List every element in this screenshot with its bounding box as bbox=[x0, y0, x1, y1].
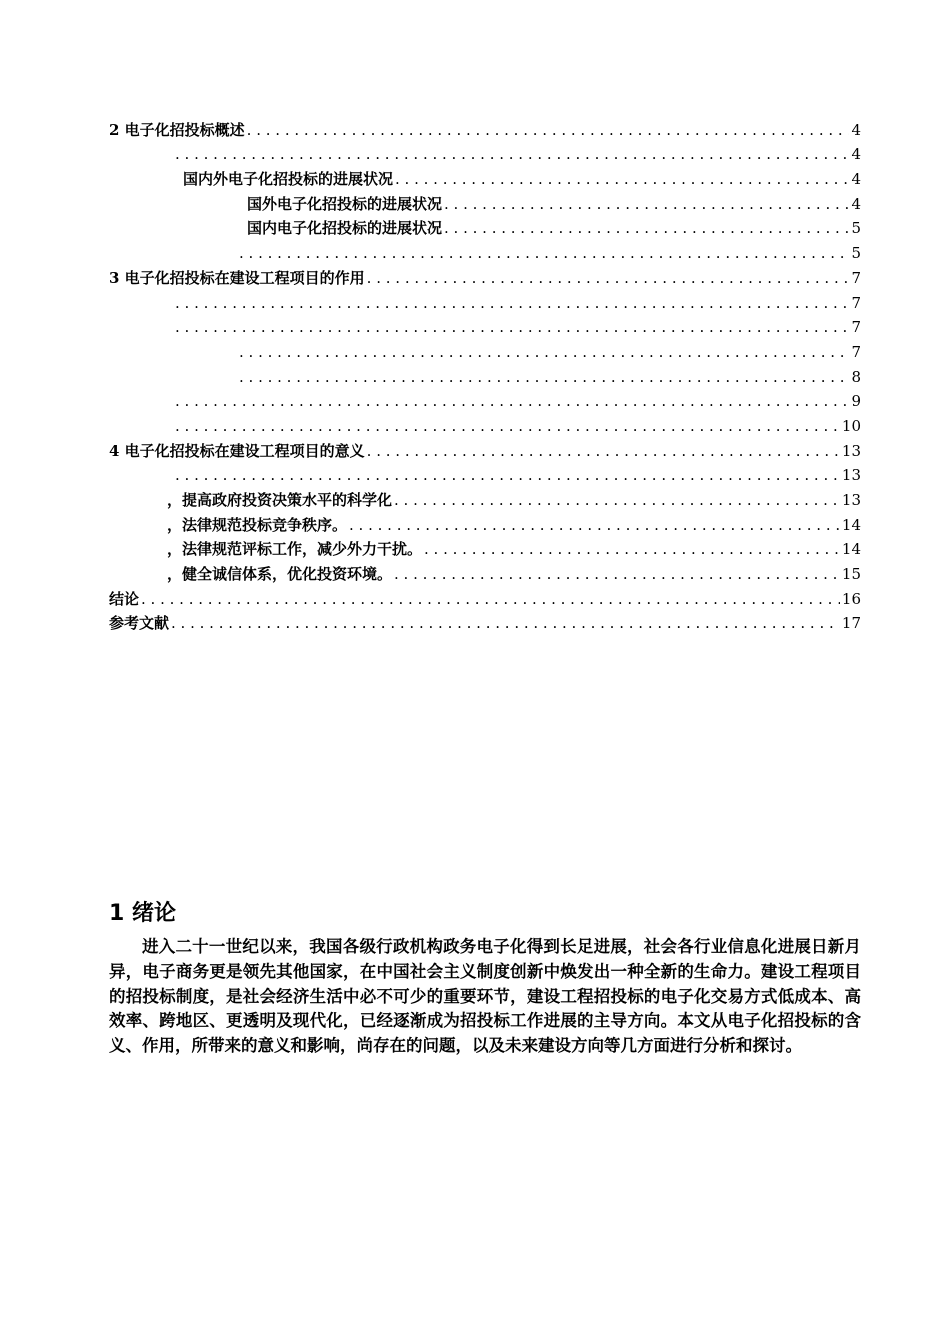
toc-label: ，健全诚信体系，优化投资环境。 bbox=[167, 565, 393, 584]
toc-page-number: 10 bbox=[841, 416, 861, 435]
toc-label: 参考文献 bbox=[109, 614, 170, 633]
toc-leader bbox=[175, 466, 840, 484]
toc-page-number: 8 bbox=[851, 367, 861, 386]
toc-entry[interactable] bbox=[109, 558, 861, 583]
toc-page-number: 16 bbox=[841, 589, 861, 608]
toc-entry[interactable] bbox=[109, 509, 861, 534]
toc-label: ，法律规范评标工作，减少外力干扰。 bbox=[167, 540, 423, 559]
toc-label: ，提高政府投资决策水平的科学化 bbox=[167, 491, 393, 509]
toc-entry[interactable] bbox=[109, 213, 861, 238]
toc-leader bbox=[349, 516, 840, 534]
toc-entry[interactable] bbox=[109, 410, 861, 435]
toc-entry[interactable] bbox=[109, 608, 861, 633]
toc-page-number: 7 bbox=[851, 318, 861, 337]
toc-entry[interactable] bbox=[109, 262, 861, 287]
toc-leader bbox=[175, 145, 849, 163]
toc-entry[interactable] bbox=[109, 336, 861, 361]
toc-entry[interactable] bbox=[109, 435, 861, 460]
toc-entry[interactable] bbox=[109, 583, 861, 608]
toc-leader bbox=[367, 269, 849, 287]
toc-page-number: 5 bbox=[851, 219, 861, 238]
toc-entry[interactable] bbox=[109, 139, 861, 164]
toc-page-number: 5 bbox=[851, 244, 861, 263]
toc-leader bbox=[367, 442, 840, 460]
toc-page-number: 4 bbox=[851, 145, 861, 164]
toc-leader bbox=[444, 219, 849, 237]
toc-label: 结论 bbox=[109, 589, 140, 608]
toc-page-number: 14 bbox=[841, 540, 861, 559]
toc-entry[interactable] bbox=[109, 163, 861, 188]
toc-page-number: 15 bbox=[841, 565, 861, 584]
toc-page-number: 4 bbox=[851, 194, 861, 213]
toc-label: 国内电子化招投标的进展状况 bbox=[247, 219, 443, 238]
toc-leader bbox=[247, 121, 849, 139]
toc-label: 国内外电子化招投标的进展状况 bbox=[183, 170, 394, 189]
toc-entry[interactable] bbox=[109, 287, 861, 312]
toc-label: 2 电子化招投标概述 bbox=[109, 120, 245, 139]
toc-page-number: 13 bbox=[841, 441, 861, 460]
toc-leader bbox=[175, 294, 849, 312]
toc-label: ，法律规范投标竞争秩序。 bbox=[167, 515, 348, 534]
toc-entry[interactable] bbox=[109, 114, 861, 139]
toc-label: 4 电子化招投标在建设工程项目的意义 bbox=[109, 441, 365, 460]
toc-leader bbox=[395, 170, 849, 188]
toc-entry[interactable] bbox=[109, 312, 861, 337]
toc-page-number: 17 bbox=[841, 614, 861, 633]
toc-leader bbox=[175, 318, 849, 336]
toc-page-number: 14 bbox=[841, 515, 861, 534]
toc-leader bbox=[239, 368, 849, 386]
toc-page-number: 7 bbox=[851, 293, 861, 312]
toc-leader bbox=[394, 565, 840, 583]
toc-entry[interactable] bbox=[109, 361, 861, 386]
table-of-contents bbox=[109, 114, 861, 632]
toc-page-number: 13 bbox=[841, 491, 861, 509]
toc-entry[interactable] bbox=[109, 237, 861, 262]
section-title: 1 绪论 bbox=[109, 901, 176, 926]
toc-page-number: 4 bbox=[851, 120, 861, 139]
toc-leader bbox=[171, 614, 840, 632]
toc-page-number: 13 bbox=[841, 466, 861, 485]
toc-leader bbox=[175, 417, 840, 435]
toc-entry[interactable] bbox=[109, 534, 861, 559]
toc-leader bbox=[175, 392, 849, 410]
toc-leader bbox=[394, 491, 840, 509]
body-paragraph: 进入二十一世纪以来，我国各级行政机构政务电子化得到长足进展，社会各行业信息化进展日新月异，电子商务更是领先其他国家，在中国社会主义制度创新中焕发出一种全新的生命力。建设工程项目的招投标制度，是社会经济生活中必不可少的重要环节，建设工程招投标的电子化交易方式低成本、高效率、跨地区、更透明及现代化，已经逐渐成为招投标工作进展的主导方向。本文从电子化招投标的含义、作用，所带来的意义和影响，尚存在的问题，以及未来建设方向等几方面进行分析和探讨。 bbox=[109, 937, 861, 1056]
toc-leader bbox=[444, 195, 849, 213]
toc-label: 国外电子化招投标的进展状况 bbox=[247, 194, 443, 213]
toc-entry[interactable] bbox=[109, 484, 861, 509]
toc-leader bbox=[141, 590, 840, 608]
toc-page-number: 9 bbox=[851, 392, 861, 411]
toc-leader bbox=[239, 244, 849, 262]
toc-page-number: 4 bbox=[851, 170, 861, 189]
toc-label: 3 电子化招投标在建设工程项目的作用 bbox=[109, 268, 365, 287]
toc-page-number: 7 bbox=[851, 342, 861, 361]
toc-leader bbox=[239, 343, 849, 361]
toc-entry[interactable] bbox=[109, 386, 861, 411]
toc-entry[interactable] bbox=[109, 460, 861, 485]
toc-leader bbox=[424, 540, 840, 558]
toc-page-number: 7 bbox=[851, 268, 861, 287]
toc-entry[interactable] bbox=[109, 188, 861, 213]
